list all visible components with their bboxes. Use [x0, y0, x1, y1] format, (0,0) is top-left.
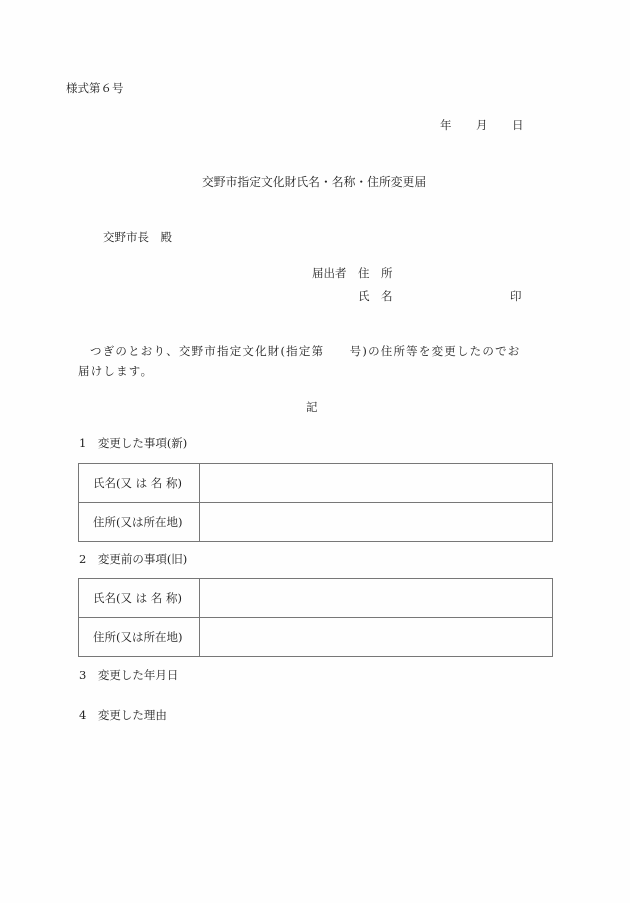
new-address-field[interactable]: [200, 503, 553, 542]
section-3-heading: 3 変更した年月日: [79, 668, 179, 682]
address-cell-label: 住所(又は所在地): [79, 503, 200, 542]
section-2-heading: 2 変更前の事項(旧): [79, 552, 188, 566]
address-cell-label: 住所(又は所在地): [79, 618, 200, 657]
section-1-heading: 1 変更した事項(新): [79, 436, 188, 450]
address-label: 住 所: [358, 266, 393, 280]
name-cell-label: 氏名(又 は 名 称): [79, 579, 200, 618]
name-label: 氏 名: [358, 289, 393, 303]
old-address-field[interactable]: [200, 618, 553, 657]
document-title: 交野市指定文化財氏名・名称・住所変更届: [202, 175, 427, 189]
new-info-table: [78, 463, 553, 542]
name-cell-label: 氏名(又 は 名 称): [79, 464, 200, 503]
table-row: [79, 503, 553, 542]
body-line-2: 届けします。: [78, 364, 154, 378]
section-4-heading: 4 変更した理由: [79, 708, 167, 722]
date-year: 年: [440, 118, 452, 132]
seal-mark: 印: [510, 289, 522, 303]
addressee: 交野市長 殿: [103, 230, 172, 244]
old-info-table: [78, 578, 553, 657]
body-line-1: つぎのとおり、交野市指定文化財(指定第 号)の住所等を変更したのでお: [90, 344, 521, 358]
old-name-field[interactable]: [200, 579, 553, 618]
ki-heading: 記: [306, 400, 318, 414]
applicant-label: 届出者: [312, 266, 347, 280]
date-month: 月: [476, 118, 488, 132]
table-row: [79, 579, 553, 618]
new-name-field[interactable]: [200, 464, 553, 503]
date-day: 日: [512, 118, 524, 132]
form-number: 様式第６号: [66, 81, 124, 95]
table-row: [79, 464, 553, 503]
table-row: [79, 618, 553, 657]
